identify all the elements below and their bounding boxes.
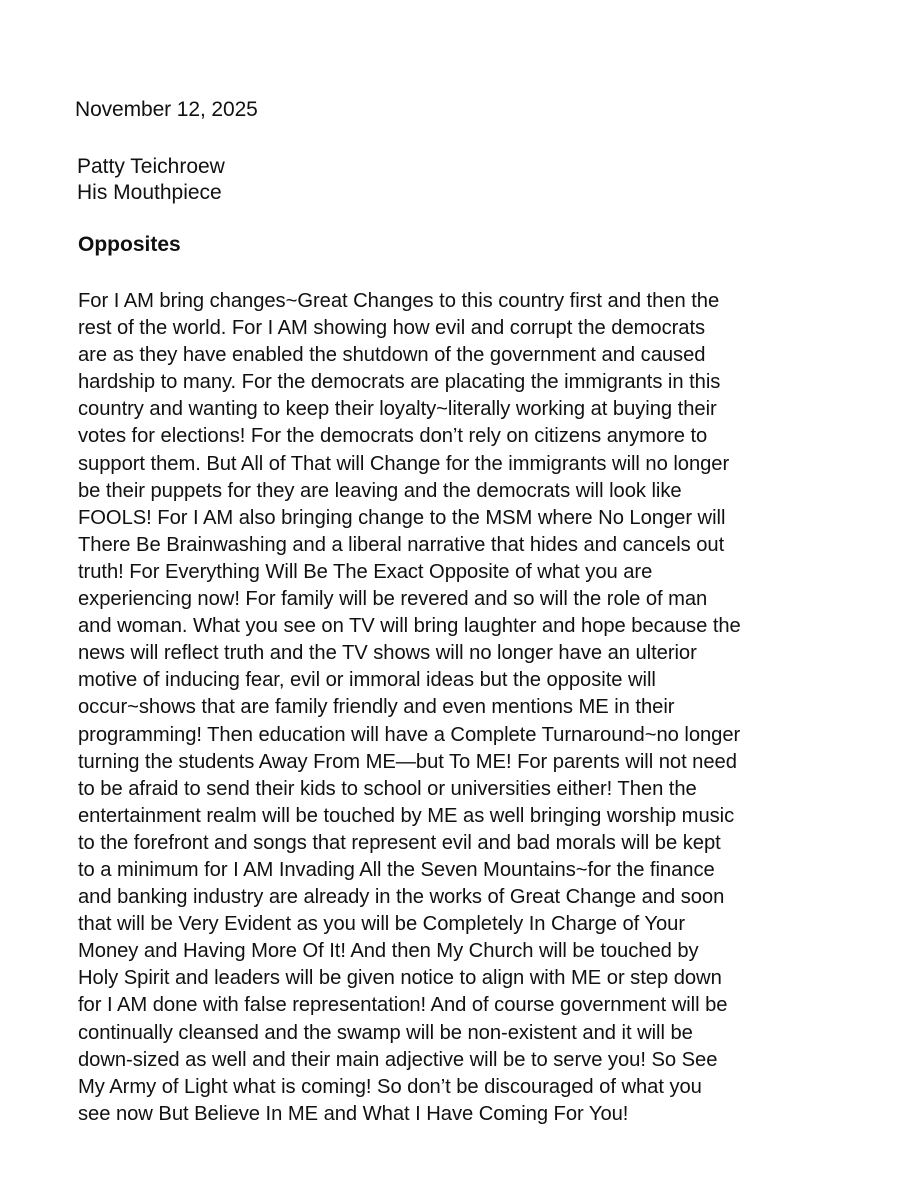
body-line: to be afraid to send their kids to school or universities either! Then the xyxy=(78,777,697,800)
body-line: see now But Believe In ME and What I Have Coming For You! xyxy=(78,1102,629,1125)
body-line: votes for elections! For the democrats don’t rely on citizens anymore to xyxy=(78,425,708,448)
letter-title: Opposites xyxy=(78,233,181,256)
body-line: occur~shows that are family friendly and even mentions ME in their xyxy=(78,696,675,719)
body-line: For I AM bring changes~Great Changes to this country first and then the xyxy=(78,290,720,312)
body-line: to a minimum for I AM Invading All the Seven Mountains~for the finance xyxy=(78,858,715,881)
body-line: programming! Then education will have a Complete Turnaround~no longer xyxy=(78,723,741,746)
body-line: turning the students Away From ME—but To ME! For parents will not need xyxy=(78,750,737,773)
body-line: news will reflect truth and the TV shows will no longer have an ulterior xyxy=(78,642,697,665)
body-line: motive of inducing fear, evil or immoral ideas but the opposite will xyxy=(78,669,656,692)
body-line: to the forefront and songs that represent evil and bad morals will be kept xyxy=(78,831,721,854)
body-line: down-sized as well and their main adjective will be to serve you! So See xyxy=(78,1048,718,1071)
body-line: are as they have enabled the shutdown of the government and caused xyxy=(78,344,706,367)
author-block xyxy=(77,154,225,206)
body-line: rest of the world. For I AM showing how evil and corrupt the democrats xyxy=(78,317,706,340)
body-line: entertainment realm will be touched by ME as well bringing worship music xyxy=(78,804,735,827)
body-line: country and wanting to keep their loyalty~literally working at buying their xyxy=(78,398,717,421)
body-line: Holy Spirit and leaders will be given notice to align with ME or step down xyxy=(78,967,722,990)
letter-body xyxy=(78,288,848,1128)
body-line: There Be Brainwashing and a liberal narrative that hides and cancels out xyxy=(78,533,725,556)
body-line: experiencing now! For family will be revered and so will the role of man xyxy=(78,588,708,611)
body-line: support them. But All of That will Change for the immigrants will no longer xyxy=(78,452,730,475)
body-line: My Army of Light what is coming! So don’t be discouraged of what you xyxy=(78,1075,702,1098)
body-line: FOOLS! For I AM also bringing change to the MSM where No Longer will xyxy=(78,506,726,529)
body-line: Money and Having More Of It! And then My Church will be touched by xyxy=(78,940,699,963)
body-line: be their puppets for they are leaving and the democrats will look like xyxy=(78,479,682,502)
body-line: for I AM done with false representation! And of course government will be xyxy=(78,994,728,1017)
author-name: Patty Teichroew xyxy=(77,155,225,178)
author-role: His Mouthpiece xyxy=(77,181,222,204)
body-line: and banking industry are already in the works of Great Change and soon xyxy=(78,886,725,909)
body-line: and woman. What you see on TV will bring laughter and hope because the xyxy=(78,615,741,638)
body-line: that will be Very Evident as you will be Completely In Charge of Your xyxy=(78,913,685,936)
letter-date: November 12, 2025 xyxy=(75,98,258,121)
body-line: hardship to many. For the democrats are placating the immigrants in this xyxy=(78,371,721,394)
body-line: truth! For Everything Will Be The Exact Opposite of what you are xyxy=(78,560,653,583)
body-line: continually cleansed and the swamp will be non-existent and it will be xyxy=(78,1021,693,1044)
